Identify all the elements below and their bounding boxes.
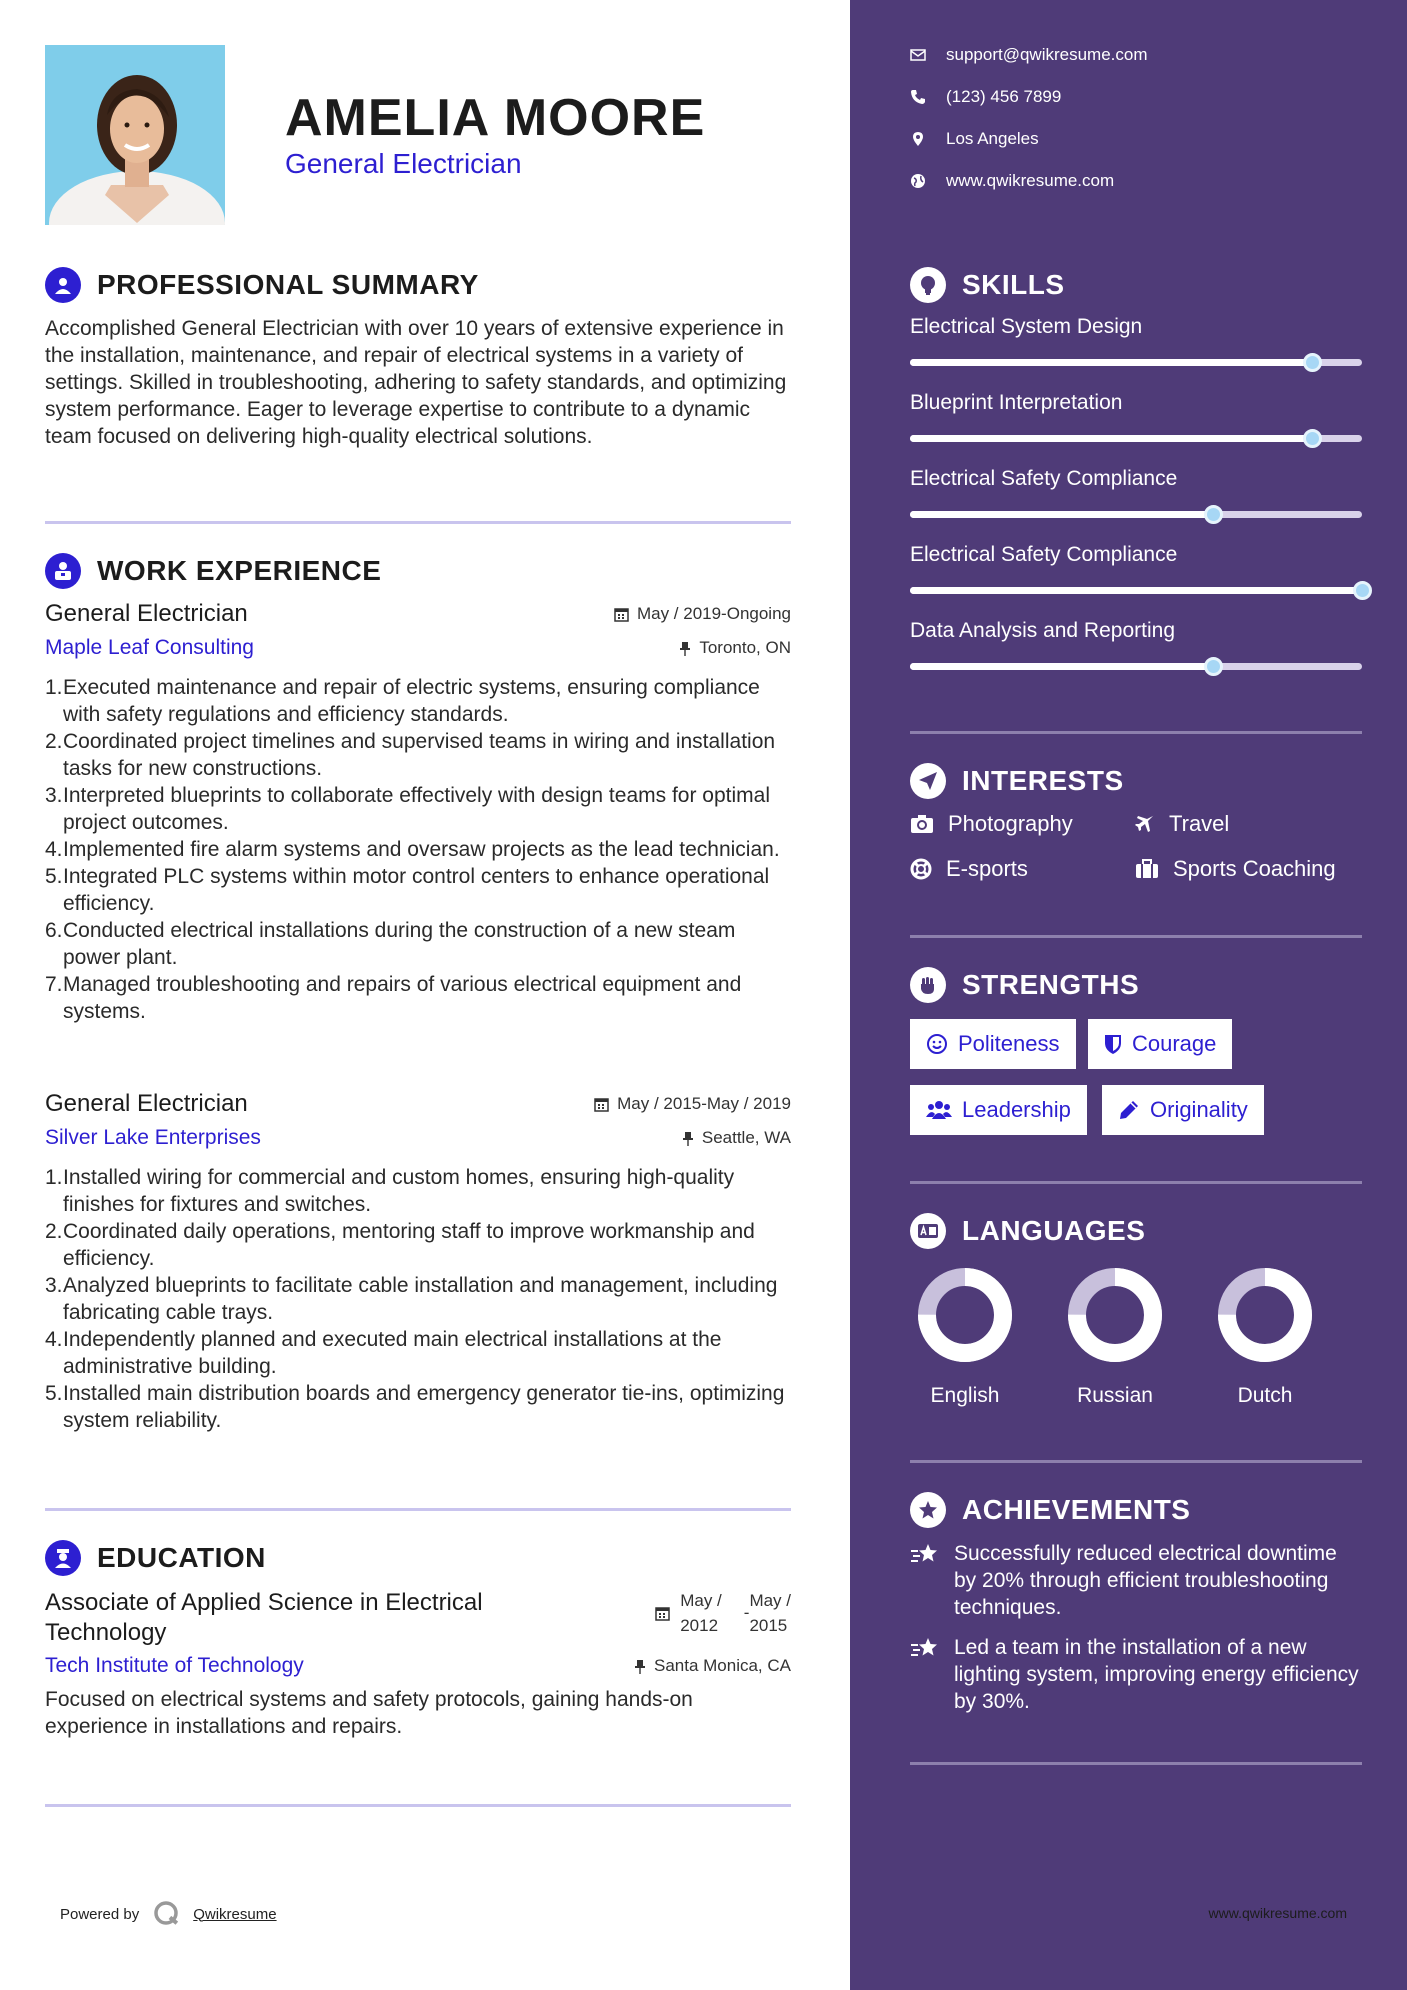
users-icon (926, 1099, 952, 1121)
fist-icon (910, 967, 946, 1003)
interest-label: E-sports (946, 856, 1028, 881)
education-title: EDUCATION (97, 1542, 266, 1573)
list-item: 3. Interpreted blueprints to collaborate effectively with design teams for optimal project outcomes. (45, 784, 770, 834)
map-marker-icon (910, 131, 926, 147)
language-level-ring (1065, 1265, 1165, 1365)
interests-section (910, 761, 1362, 801)
envelope-icon (910, 47, 926, 63)
lightbulb-icon (910, 267, 946, 303)
strength-chip (910, 1019, 1076, 1069)
job-entry (45, 600, 791, 1025)
language-name: English (930, 1384, 1000, 1407)
achievements-section (910, 1490, 1362, 1530)
user-icon (45, 267, 81, 303)
interest-label: Photography (948, 811, 1073, 836)
qwikresume-logo-icon (153, 1900, 181, 1928)
strength-chip (910, 1085, 1087, 1135)
language-level-ring (1215, 1265, 1315, 1365)
skills-title: SKILLS (962, 269, 1065, 300)
skill-level-knob (1204, 505, 1223, 524)
pin-icon (682, 1131, 694, 1146)
education-dates (655, 1588, 791, 1638)
strengths-section (910, 965, 1362, 1005)
job-location-text: Toronto, ON (699, 638, 791, 657)
degree-line: Associate of Applied Science in Electrical (45, 1589, 483, 1616)
summary-title: PROFESSIONAL SUMMARY (97, 269, 479, 300)
divider (910, 935, 1362, 938)
profile-photo (45, 45, 225, 225)
list-item: 2. Coordinated project timelines and supervised teams in wiring and installation tasks for new constructions. (45, 730, 776, 780)
languages-title: LANGUAGES (962, 1215, 1146, 1246)
experience-section (45, 551, 791, 591)
contact-phone[interactable] (910, 87, 1061, 107)
calendar-icon (614, 607, 629, 622)
job-duties (45, 1164, 791, 1434)
skill-level-knob (1303, 353, 1322, 372)
website-text: www.qwikresume.com (946, 171, 1115, 190)
skill-item (910, 391, 1362, 442)
strength-label: Originality (1150, 1097, 1248, 1122)
pin-icon (634, 1659, 646, 1674)
school-name: Tech Institute of Technology (45, 1654, 304, 1677)
calendar-icon (594, 1097, 609, 1112)
skill-name: Electrical Safety Compliance (910, 467, 1178, 490)
start-month: May / (680, 1591, 722, 1610)
interest-item (1135, 811, 1229, 837)
skill-item (910, 543, 1362, 594)
list-item: 2. Coordinated daily operations, mentoring staff to improve workmanship and efficiency. (45, 1220, 755, 1270)
list-item: 1. Installed wiring for commercial and custom homes, ensuring high-quality finishes for fixtures and switches. (45, 1166, 735, 1216)
company-name: Silver Lake Enterprises (45, 1126, 261, 1149)
company-name: Maple Leaf Consulting (45, 636, 254, 659)
skill-name: Blueprint Interpretation (910, 391, 1123, 414)
skill-level-knob (1204, 657, 1223, 676)
language-level-ring (915, 1265, 1015, 1365)
job-dates (614, 604, 791, 624)
education-location-text: Santa Monica, CA (653, 1656, 791, 1675)
divider (910, 1181, 1362, 1184)
phone-icon (910, 89, 926, 105)
interest-label: Travel (1169, 811, 1230, 836)
skill-name: Electrical Safety Compliance (910, 543, 1178, 566)
shield-icon (1104, 1033, 1122, 1055)
language-item (910, 1265, 1020, 1408)
degree-line: Technology (45, 1619, 167, 1646)
briefcase-icon (1135, 859, 1159, 879)
divider (45, 1804, 791, 1807)
skill-item (910, 315, 1362, 366)
list-item: 1. Executed maintenance and repair of electric systems, ensuring compliance with safety regulations and efficiency standards. (45, 676, 760, 726)
education-entry (45, 1588, 791, 1740)
divider (910, 1460, 1362, 1463)
date-separator: - (743, 1603, 750, 1622)
job-location (682, 1128, 791, 1148)
interest-item (910, 856, 1028, 882)
skill-bar (910, 359, 1362, 366)
divider (910, 731, 1362, 734)
language-item (1210, 1265, 1320, 1408)
job-duties (45, 674, 791, 1025)
email-text: support@qwikresume.com (946, 45, 1148, 64)
strength-label: Politeness (958, 1031, 1060, 1056)
interest-label: Sports Coaching (1173, 856, 1336, 881)
graduate-icon (45, 1540, 81, 1576)
education-section (45, 1538, 791, 1578)
skills-section (910, 265, 1362, 305)
achievement-item (910, 1540, 1362, 1621)
interest-item (910, 811, 1073, 837)
camera-icon (910, 814, 934, 834)
experience-title: WORK EXPERIENCE (97, 555, 382, 586)
list-item: 4. Implemented fire alarm systems and oversaw projects as the lead technician. (45, 838, 780, 861)
candidate-name: AMELIA MOORE (285, 89, 706, 147)
list-item: 5. Integrated PLC systems within motor control centers to enhance operational efficiency. (45, 865, 770, 915)
achievement-text: Successfully reduced electrical downtime by 20% through efficient troubleshooting techniques. (954, 1542, 1337, 1619)
list-item: 3. Analyzed blueprints to facilitate cable installation and management, including fabricating cable trays. (45, 1274, 778, 1324)
location-text: Los Angeles (946, 129, 1039, 148)
list-item: 7. Managed troubleshooting and repairs of various electrical equipment and systems. (45, 973, 742, 1023)
job-dates (594, 1094, 791, 1114)
divider (45, 1508, 791, 1511)
pencil-icon (1118, 1099, 1140, 1121)
skill-bar (910, 511, 1362, 518)
summary-section (45, 265, 791, 450)
contact-email[interactable] (910, 45, 1148, 65)
skill-name: Electrical System Design (910, 315, 1143, 338)
paper-plane-icon (910, 763, 946, 799)
lifebuoy-icon (910, 858, 932, 880)
smile-icon (926, 1033, 948, 1055)
interests-title: INTERESTS (962, 765, 1124, 796)
job-entry (45, 1090, 791, 1434)
end-month: May / (749, 1591, 791, 1610)
job-dates-text: May / 2019-Ongoing (636, 604, 791, 623)
skill-item (910, 467, 1362, 518)
globe-icon (910, 173, 926, 189)
language-item (1060, 1265, 1170, 1408)
languages-section (910, 1211, 1362, 1251)
skill-item (910, 619, 1362, 670)
end-year: 2015 (749, 1616, 788, 1635)
start-year: 2012 (680, 1616, 719, 1635)
degree-title (45, 1588, 483, 1648)
list-item: 4. Independently planned and executed main electrical installations at the administrative building. (45, 1328, 722, 1378)
summary-text: Accomplished General Electrician with over 10 years of extensive experience in the installation, maintenance, and repair of electrical systems in a variety of settings. Skilled in troubleshooting, adhering to safety standards, and optimizing system performance. Eager to leverage expertise to contribute to a dynamic team focused on delivering high-quality electrical solutions. (45, 317, 787, 448)
education-location (634, 1656, 791, 1676)
strengths-title: STRENGTHS (962, 969, 1140, 1000)
candidate-role: General Electrician (285, 148, 522, 179)
strength-label: Courage (1132, 1031, 1217, 1056)
strength-chip (1088, 1019, 1232, 1069)
shooting-star-icon (910, 1542, 940, 1566)
shooting-star-icon (910, 1636, 940, 1660)
skill-bar (910, 663, 1362, 670)
job-location-text: Seattle, WA (701, 1128, 791, 1147)
list-item: 5. Installed main distribution boards and emergency generator tie-ins, optimizing system reliability. (45, 1382, 785, 1432)
skill-level-knob (1353, 581, 1372, 600)
job-dates-text: May / 2015-May / 2019 (617, 1094, 791, 1113)
achievement-text: Led a team in the installation of a new lighting system, improving energy efficiency by 30%. (954, 1636, 1359, 1713)
skill-name: Data Analysis and Reporting (910, 619, 1175, 642)
sidebar (850, 0, 1407, 1990)
briefcase-user-icon (45, 553, 81, 589)
divider (910, 1762, 1362, 1765)
calendar-icon (655, 1606, 670, 1621)
divider (45, 521, 791, 524)
contact-location (910, 129, 1039, 149)
star-badge-icon (910, 1492, 946, 1528)
pin-icon (679, 641, 691, 656)
achievement-item (910, 1634, 1362, 1715)
plane-icon (1135, 814, 1155, 834)
language-name: Dutch (1237, 1384, 1293, 1407)
job-title: General Electrician (45, 600, 248, 627)
powered-by-text: Powered by (60, 1905, 140, 1923)
interest-item (1135, 856, 1336, 882)
language-name: Russian (1077, 1384, 1153, 1407)
powered-by (60, 1900, 277, 1928)
translate-icon (910, 1213, 946, 1249)
education-description: Focused on electrical systems and safety protocols, gaining hands-on experience in installations and repairs. (45, 1688, 693, 1738)
contact-website[interactable] (910, 171, 1114, 191)
strength-chip (1102, 1085, 1264, 1135)
list-item: 6. Conducted electrical installations during the construction of a new steam power plant. (45, 919, 736, 969)
phone-text: (123) 456 7899 (946, 87, 1062, 106)
skill-bar (910, 587, 1362, 594)
strength-label: Leadership (962, 1097, 1071, 1122)
qwikresume-link[interactable]: Qwikresume (193, 1905, 277, 1923)
skill-level-knob (1303, 429, 1322, 448)
job-location (679, 638, 791, 658)
skill-bar (910, 435, 1362, 442)
achievements-title: ACHIEVEMENTS (962, 1494, 1191, 1525)
footer-site[interactable]: www.qwikresume.com (1208, 1905, 1347, 1921)
job-title: General Electrician (45, 1090, 248, 1117)
